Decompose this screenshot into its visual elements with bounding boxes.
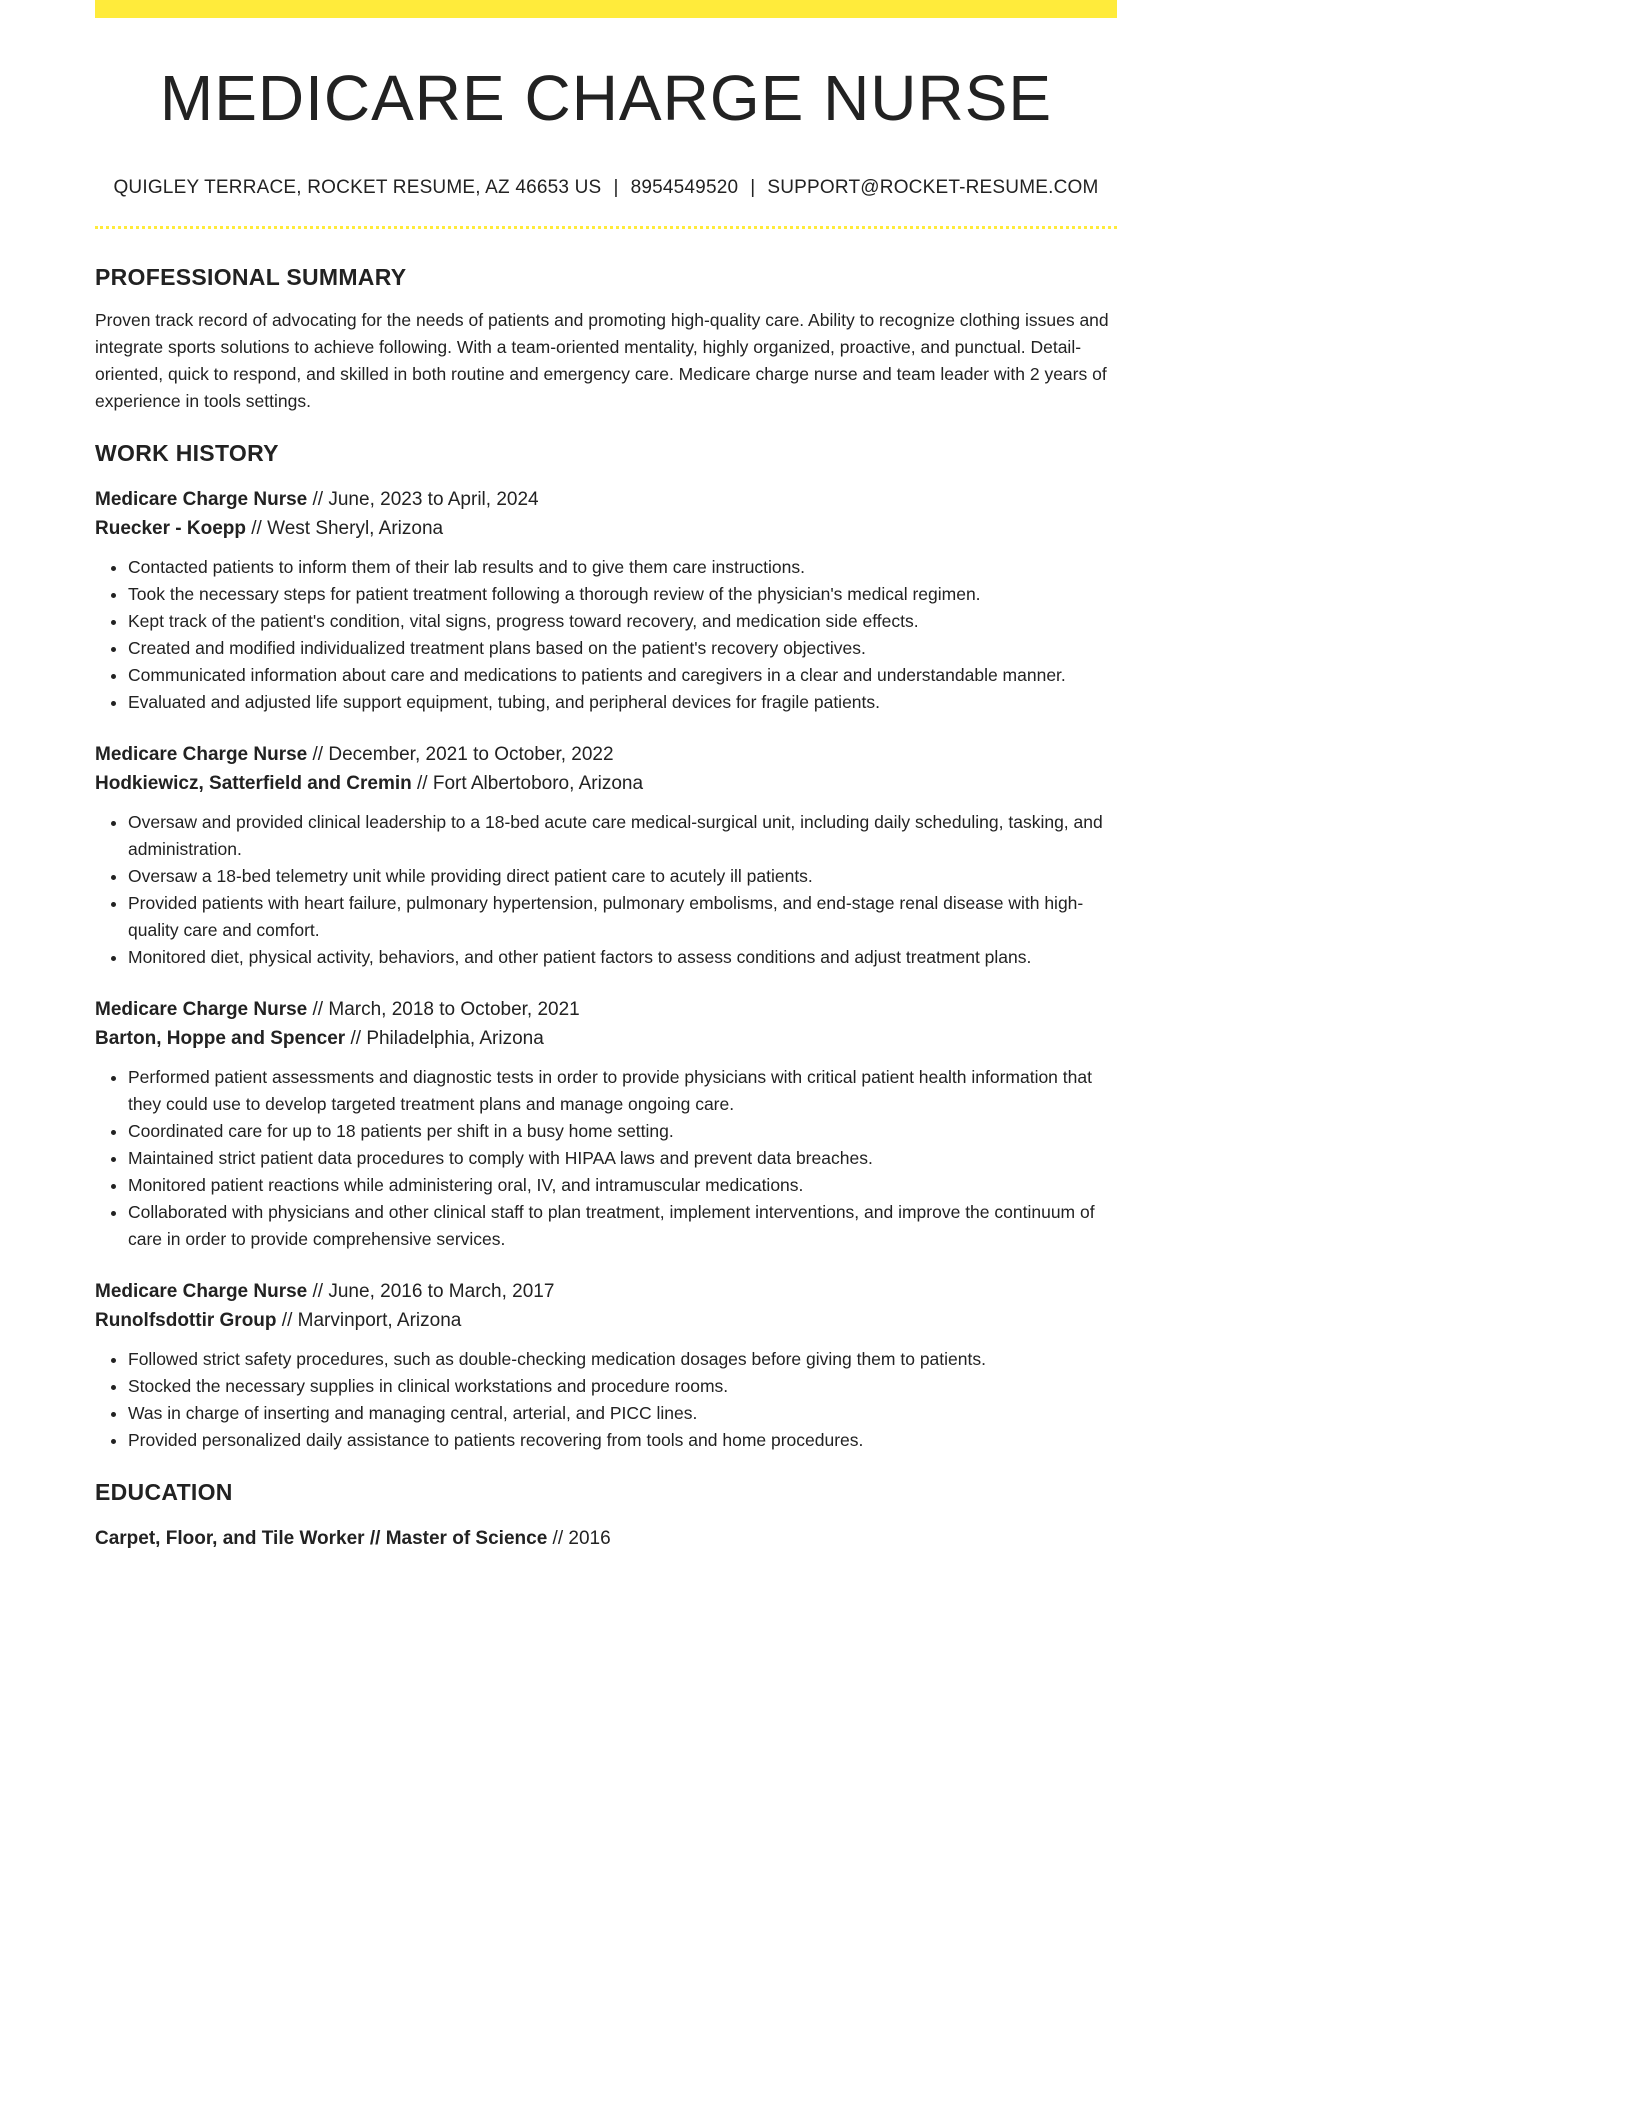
job-bullet-list xyxy=(95,809,1117,971)
resume-title: MEDICARE CHARGE NURSE xyxy=(159,62,1053,134)
job-bullet: • Collaborated with physicians and other clinical staff to plan treatment, implement interventions, and improve the continuum of care in order to provide comprehensive services. xyxy=(128,1199,1117,1253)
resume-page xyxy=(95,0,1117,1553)
job-dates: // June, 2023 to April, 2024 xyxy=(307,489,539,510)
job-bullet: • Created and modified individualized treatment plans based on the patient's recovery objectives. xyxy=(128,635,1117,662)
education-list xyxy=(95,1524,1117,1553)
work-history-list xyxy=(95,485,1117,1454)
job-role: Medicare Charge Nurse xyxy=(95,744,308,765)
job-entry xyxy=(95,485,1117,716)
job-bullet-list xyxy=(95,1346,1117,1454)
header-divider xyxy=(95,226,1117,229)
job-bullet: • Communicated information about care and medications to patients and caregivers in a clear and understandable manner. xyxy=(128,662,1117,689)
education-degree: Carpet, Floor, and Tile Worker // Master of Science xyxy=(95,1528,548,1549)
section-title-work-history: WORK HISTORY xyxy=(95,440,279,466)
job-bullet: • Oversaw a 18-bed telemetry unit while providing direct patient care to acutely ill patients. xyxy=(128,863,1117,890)
job-title-line xyxy=(95,1277,1117,1306)
contact-line xyxy=(95,176,1117,200)
job-company: Hodkiewicz, Satterfield and Cremin xyxy=(95,773,412,794)
summary-text: Proven track record of advocating for the needs of patients and promoting high-quality care. Ability to recognize clothing issues and integrate sports solutions to achieve following. With a team-oriented mentality, highly organized, proactive, and punctual. Detail-oriented, quick to respond, and skilled in both routine and emergency care. Medicare charge nurse and team leader with 2 years of experience in tools settings. xyxy=(95,310,1109,411)
contact-phone: 8954549520 xyxy=(630,177,739,198)
job-company: Ruecker - Koepp xyxy=(95,518,246,539)
job-bullet: • Monitored diet, physical activity, behaviors, and other patient factors to assess conditions and adjust treatment plans. xyxy=(128,944,1117,971)
job-bullet: • Coordinated care for up to 18 patients per shift in a busy home setting. xyxy=(128,1118,1117,1145)
section-title-education: EDUCATION xyxy=(95,1479,233,1505)
job-entry xyxy=(95,995,1117,1253)
contact-address: QUIGLEY TERRACE, ROCKET RESUME, AZ 46653 US xyxy=(113,177,602,198)
job-location: // Marvinport, Arizona xyxy=(276,1310,462,1331)
job-location: // Fort Albertoboro, Arizona xyxy=(411,773,644,794)
job-company-line xyxy=(95,769,1117,798)
contact-separator: | xyxy=(750,177,756,198)
job-bullet: • Maintained strict patient data procedures to comply with HIPAA laws and prevent data breaches. xyxy=(128,1145,1117,1172)
job-title-line xyxy=(95,485,1117,514)
job-bullet: • Evaluated and adjusted life support equipment, tubing, and peripheral devices for fragile patients. xyxy=(128,689,1117,716)
job-role: Medicare Charge Nurse xyxy=(95,489,308,510)
job-company-line xyxy=(95,1306,1117,1335)
job-bullet-list xyxy=(95,554,1117,716)
job-company: Barton, Hoppe and Spencer xyxy=(95,1028,346,1049)
job-bullet: • Contacted patients to inform them of their lab results and to give them care instructions. xyxy=(128,554,1117,581)
job-dates: // March, 2018 to October, 2021 xyxy=(307,999,580,1020)
job-bullet-list xyxy=(95,1064,1117,1253)
contact-separator: | xyxy=(613,177,619,198)
job-bullet: • Kept track of the patient's condition, vital signs, progress toward recovery, and medication side effects. xyxy=(128,608,1117,635)
job-location: // Philadelphia, Arizona xyxy=(345,1028,544,1049)
job-role: Medicare Charge Nurse xyxy=(95,1281,308,1302)
job-company-line xyxy=(95,1024,1117,1053)
job-bullet: • Was in charge of inserting and managing central, arterial, and PICC lines. xyxy=(128,1400,1117,1427)
job-bullet: • Oversaw and provided clinical leadership to a 18-bed acute care medical-surgical unit, including daily scheduling, tasking, and administration. xyxy=(128,809,1117,863)
job-bullet: • Took the necessary steps for patient treatment following a thorough review of the physician's medical regimen. xyxy=(128,581,1117,608)
job-bullet: • Performed patient assessments and diagnostic tests in order to provide physicians with critical patient health information that they could use to develop targeted treatment plans and manage ongoing care. xyxy=(128,1064,1117,1118)
education-year: // 2016 xyxy=(547,1528,611,1549)
contact-email[interactable]: SUPPORT@ROCKET-RESUME.COM xyxy=(767,177,1099,198)
job-role: Medicare Charge Nurse xyxy=(95,999,308,1020)
job-bullet: • Provided personalized daily assistance to patients recovering from tools and home procedures. xyxy=(128,1427,1117,1454)
job-dates: // June, 2016 to March, 2017 xyxy=(307,1281,555,1302)
job-location: // West Sheryl, Arizona xyxy=(245,518,444,539)
job-title-line xyxy=(95,995,1117,1024)
job-bullet: • Stocked the necessary supplies in clinical workstations and procedure rooms. xyxy=(128,1373,1117,1400)
job-bullet: • Followed strict safety procedures, such as double-checking medication dosages before giving them to patients. xyxy=(128,1346,1117,1373)
job-entry xyxy=(95,740,1117,971)
education-entry xyxy=(95,1524,1117,1553)
job-dates: // December, 2021 to October, 2022 xyxy=(307,744,614,765)
job-company: Runolfsdottir Group xyxy=(95,1310,277,1331)
section-title-summary: PROFESSIONAL SUMMARY xyxy=(95,264,407,290)
job-bullet: • Monitored patient reactions while administering oral, IV, and intramuscular medications. xyxy=(128,1172,1117,1199)
job-title-line xyxy=(95,740,1117,769)
job-bullet: • Provided patients with heart failure, pulmonary hypertension, pulmonary embolisms, and end-stage renal disease with high-quality care and comfort. xyxy=(128,890,1117,944)
accent-top-bar xyxy=(95,0,1117,18)
job-entry xyxy=(95,1277,1117,1454)
job-company-line xyxy=(95,514,1117,543)
